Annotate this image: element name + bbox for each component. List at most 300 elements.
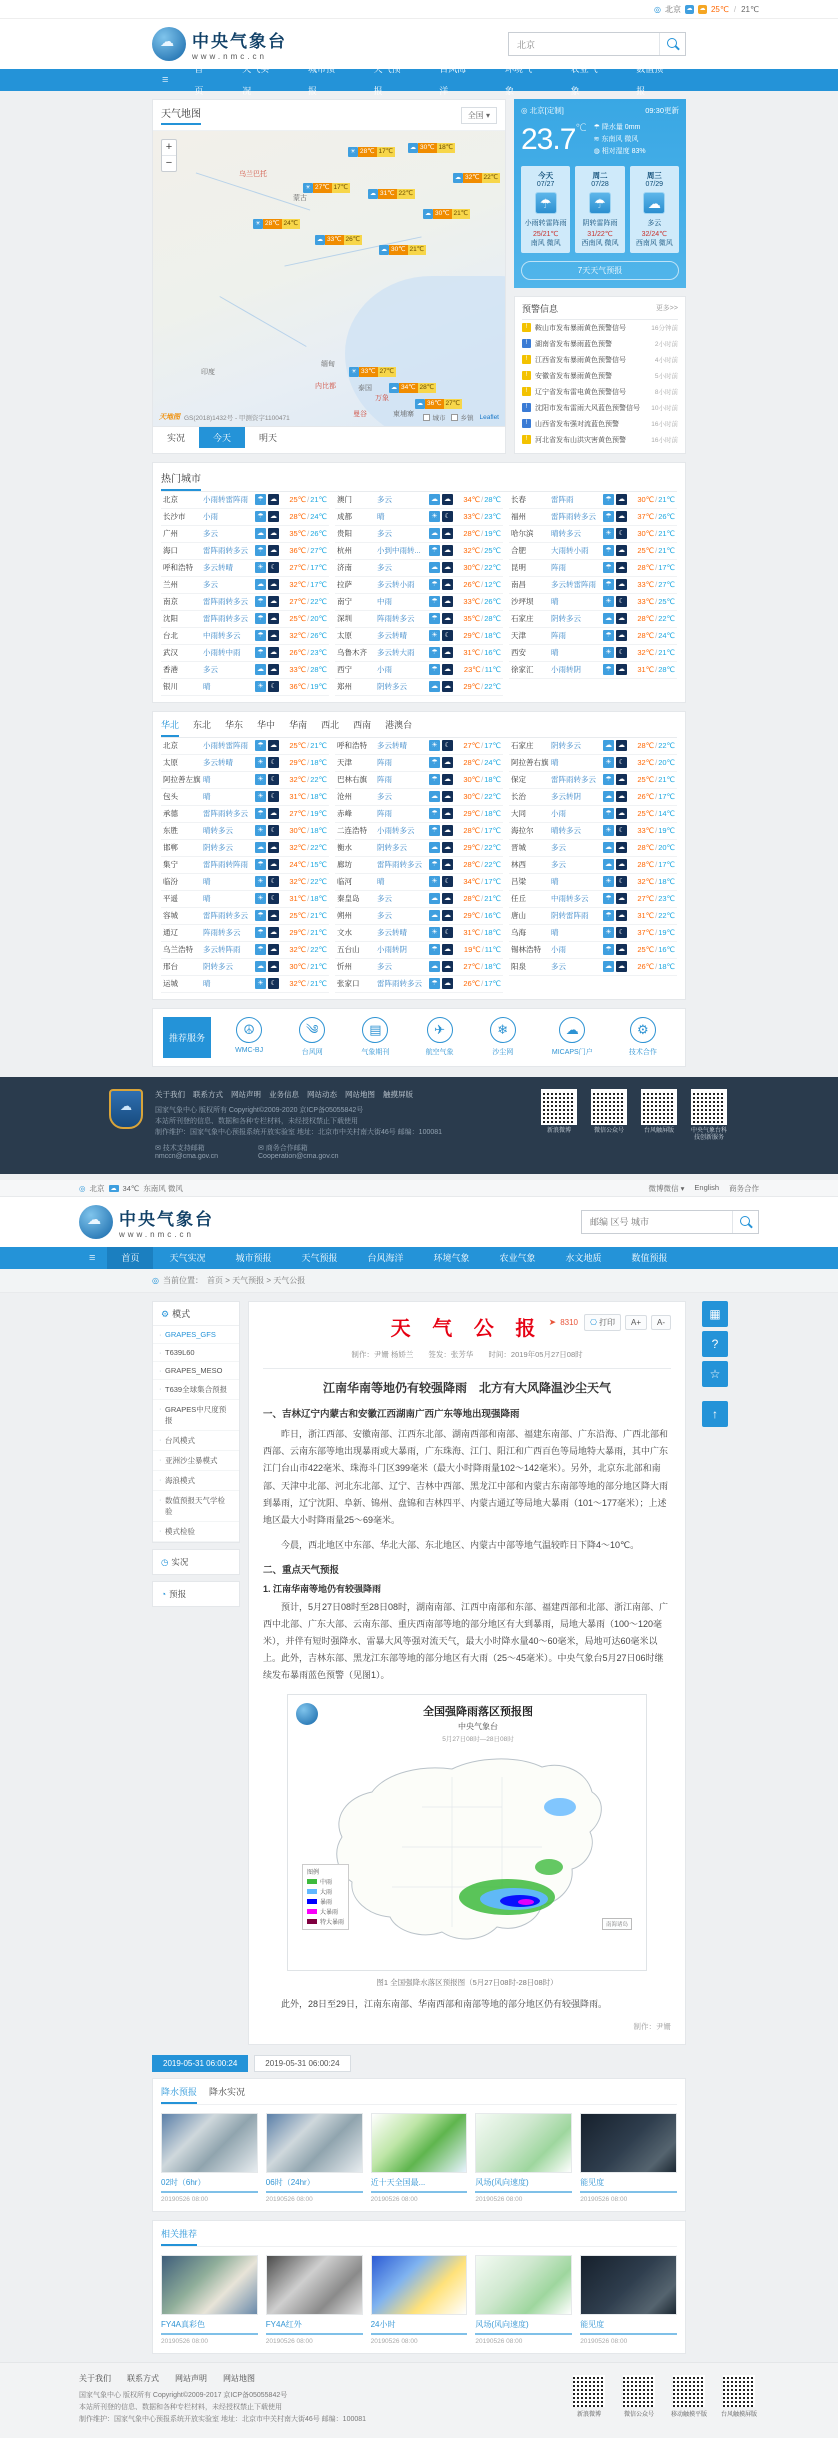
city-link[interactable]: 长沙市 [163,512,186,522]
date-tab[interactable]: 2019-05-31 06:00:24 [152,2055,248,2072]
city-link[interactable]: 临河 [337,877,352,887]
qrcode-icon[interactable]: ▦ [702,1301,728,1327]
weather-map[interactable] [153,130,505,426]
city-link[interactable]: 石家庄 [511,614,534,624]
breadcrumb-首页[interactable]: 首页 [206,1276,223,1286]
gallery-item[interactable] [475,2255,572,2345]
weather-link[interactable]: 晴转多云 [551,529,581,539]
region-tab-西北[interactable]: 西北 [321,719,340,730]
service-item-航空气象[interactable] [426,1017,454,1057]
service-item-沙尘网[interactable] [490,1017,516,1057]
weather-link[interactable]: 雷阵雨转多云 [203,809,248,819]
forecast-day-card[interactable] [521,166,570,253]
map-temp-chip[interactable]: ☁ 34℃ 28℃ [391,384,435,391]
alert-item[interactable] [522,336,678,352]
city-link[interactable]: 南京 [163,597,178,607]
city-link[interactable]: 沈阳 [163,614,178,624]
weather-link[interactable]: 晴 [203,894,211,904]
print-button[interactable]: ⎔ 打印 [584,1314,621,1331]
date-tab[interactable]: 2019-05-31 06:00:24 [254,2055,350,2072]
service-item-技术合作[interactable] [629,1017,657,1057]
footer-link-网站声明[interactable]: 网站声明 [175,2374,207,2384]
sidebar-item-forecast[interactable]: ◔ 预报 [152,1581,240,1607]
city-link[interactable]: 西安 [511,648,526,658]
weather-link[interactable]: 中雨转多云 [203,631,241,641]
map-temp-chip[interactable]: ☀ 27℃ 17℃ [303,183,350,193]
city-link[interactable]: 吕梁 [511,877,526,887]
gallery-item[interactable] [161,2255,258,2345]
city-link[interactable]: 海拉尔 [511,826,534,836]
weather-link[interactable]: 多云 [377,894,392,904]
sidebar-item-T639L60[interactable]: · T639L60 [153,1344,239,1362]
topbar2-city[interactable]: 北京 [89,1183,105,1193]
map-temp-chip[interactable]: ☀ 28℃ 24℃ [253,219,300,229]
map-tab-实况[interactable]: 实况 [167,433,186,443]
weather-link[interactable]: 晴 [551,648,559,658]
weather-link[interactable]: 小雨转多云 [377,826,415,836]
weather-link[interactable]: 晴转多云 [551,826,581,836]
alert-item[interactable] [522,352,678,368]
city-link[interactable]: 福州 [511,512,526,522]
city-link[interactable]: 沙坪坝 [511,597,534,607]
weather-link[interactable]: 晴 [551,597,559,607]
weather-link[interactable]: 晴 [551,758,559,768]
nav-item-城市预报[interactable]: 城市预报 [235,1253,272,1264]
city-link[interactable]: 容城 [163,911,178,921]
alert-text[interactable]: 沈阳市发布雷雨大风蓝色预警信号 [535,404,640,412]
weather-link[interactable]: 小雨转中雨 [203,648,241,658]
region-tab-华东[interactable]: 华东 [225,719,244,730]
weather-link[interactable]: 多云 [551,860,566,870]
search-input[interactable] [509,33,659,55]
weather-link[interactable]: 多云 [377,495,392,505]
city-link[interactable]: 乌兰浩特 [163,945,193,955]
nav-item-首页[interactable]: 首页 [194,64,204,96]
sidebar-item-模式检验[interactable]: · 模式检验 [153,1522,239,1542]
map-temp-chip[interactable]: ☀ 28℃ 17℃ [348,147,395,157]
gallery-thumbnail[interactable] [580,2113,677,2173]
city-link[interactable]: 锡林浩特 [511,945,541,955]
weather-link[interactable]: 多云转雷阵雨 [551,580,596,590]
city-link[interactable]: 银川 [163,682,178,692]
seven-day-forecast-button[interactable]: 7天天气预报 [521,261,679,280]
weather-link[interactable]: 大雨转小雨 [551,546,589,556]
breadcrumb-天气公报[interactable]: 天气公报 [273,1276,306,1286]
sidebar-item-T639全球集合预报[interactable]: · T639全球集合预报 [153,1380,239,1400]
weather-link[interactable]: 雷阵雨转多云 [203,614,248,624]
weather-link[interactable]: 阵雨 [551,563,566,573]
gallery-thumbnail[interactable] [266,2255,363,2315]
alert-text[interactable]: 江西省发布暴雨黄色预警信号 [535,356,626,364]
city-link[interactable]: 郑州 [337,682,352,692]
map-temp-chip[interactable]: ☁ 32℃ 22℃ [455,174,499,181]
weather-link[interactable]: 阴转多云 [377,843,407,853]
alert-item[interactable] [522,400,678,416]
zoom-out-button[interactable]: − [165,157,173,169]
city-link[interactable]: 台北 [163,631,178,641]
gallery-item-label[interactable]: FY4A真彩色 [161,2319,258,2335]
sidebar-item-海浪模式[interactable]: · 海浪模式 [153,1471,239,1491]
weather-link[interactable]: 多云 [377,962,392,972]
city-link[interactable]: 通辽 [163,928,178,938]
weather-link[interactable]: 多云转晴 [377,928,407,938]
sidebar-item-亚洲沙尘暴模式[interactable]: · 亚洲沙尘暴模式 [153,1451,239,1471]
city-link[interactable]: 北京 [163,495,178,505]
weather-link[interactable]: 小雨转阴 [551,665,581,675]
gallery-item-label[interactable]: 风场(风向速度) [475,2177,572,2193]
weather-link[interactable]: 晴 [551,877,559,887]
checkbox-icon[interactable] [451,414,458,421]
weather-link[interactable]: 晴 [551,928,559,938]
sidebar-item-GRAPES_MESO[interactable]: · GRAPES_MESO [153,1362,239,1380]
gallery-tab-降水实况[interactable]: 降水实况 [209,2087,246,2098]
weather-link[interactable]: 小雨转雷阵雨 [203,741,248,751]
alert-text[interactable]: 山西省发布强对流蓝色预警 [535,420,619,428]
service-item-MICAPS门户[interactable] [552,1017,593,1057]
menu-icon[interactable]: ≡ [162,74,169,86]
city-link[interactable]: 呼和浩特 [163,563,193,573]
weather-link[interactable]: 多云转大雨 [377,648,415,658]
weather-link[interactable]: 阴转多云 [551,741,581,751]
weather-link[interactable]: 小到中雨转... [377,546,421,556]
nav-item-天气实况[interactable]: 天气实况 [242,64,270,96]
city-link[interactable]: 平遥 [163,894,178,904]
weather-link[interactable]: 小雨转雷阵雨 [203,495,248,505]
city-link[interactable]: 广州 [163,529,178,539]
service-item-台风网[interactable] [299,1017,325,1057]
city-link[interactable]: 武汉 [163,648,178,658]
site-logo[interactable] [79,1205,214,1239]
nav-item-天气实况[interactable]: 天气实况 [169,1253,206,1264]
footer-link-网站地图[interactable]: 网站地图 [345,1089,375,1099]
gallery-item-label[interactable]: 风场(风向速度) [475,2319,572,2335]
weather-link[interactable]: 多云转阵雨 [203,945,241,955]
map-temp-chip[interactable]: ☁ 36℃ 27℃ [417,400,461,407]
city-link[interactable]: 衡水 [337,843,352,853]
footer-link-网站声明[interactable]: 网站声明 [231,1089,261,1099]
weather-link[interactable]: 中雨 [377,597,392,607]
city-link[interactable]: 晋城 [511,843,526,853]
site-logo[interactable] [152,27,287,61]
weather-link[interactable]: 阴转雷阵雨 [551,911,589,921]
gallery-thumbnail[interactable] [475,2113,572,2173]
city-link[interactable]: 忻州 [337,962,352,972]
city-link[interactable]: 太原 [337,631,352,641]
nav-item-城市预报[interactable]: 城市预报 [307,64,335,96]
weather-link[interactable]: 阵雨 [551,631,566,641]
alerts-more-link[interactable]: 更多>> [655,305,678,313]
city-link[interactable]: 阿拉善左旗 [163,775,201,785]
weather-link[interactable]: 阴转多云 [203,962,233,972]
gallery-thumbnail[interactable] [161,2255,258,2315]
breadcrumb-天气预报[interactable]: 天气预报 [232,1276,265,1286]
city-link[interactable]: 南昌 [511,580,526,590]
region-tab-港澳台[interactable]: 港澳台 [385,719,413,730]
city-link[interactable]: 廊坊 [337,860,352,870]
service-item-气象期刊[interactable] [361,1017,389,1057]
weather-link[interactable]: 雷阵雨转多云 [377,979,422,989]
map-temp-chip[interactable]: ☁ 33℃ 26℃ [317,236,361,243]
alert-text[interactable]: 河北省发布山洪灾害黄色预警 [535,436,626,444]
footer-link-联系方式[interactable]: 联系方式 [193,1089,223,1099]
city-link[interactable]: 邢台 [163,962,178,972]
weather-link[interactable]: 阴转多云 [377,682,407,692]
alert-item[interactable] [522,368,678,384]
city-link[interactable]: 天津 [511,631,526,641]
gallery-item[interactable] [475,2113,572,2203]
weather-link[interactable]: 阵雨 [377,809,392,819]
weather-link[interactable]: 小雨 [377,665,392,675]
map-temp-chip[interactable]: ☁ 31℃ 22℃ [370,190,414,197]
footer-link-网站动态[interactable]: 网站动态 [307,1089,337,1099]
sidebar-item-live[interactable]: ◷ 实况 [152,1549,240,1575]
nav-item-数值预报[interactable]: 数值预报 [631,1253,668,1264]
zoom-in-button[interactable]: + [162,140,176,156]
nav-item-台风海洋[interactable]: 台风海洋 [439,64,467,96]
nav-item-数值预报[interactable]: 数值预报 [636,64,664,96]
city-link[interactable]: 呼和浩特 [337,741,367,751]
city-link[interactable]: 保定 [511,775,526,785]
panel-location[interactable]: ◎ 北京[定制] [521,106,564,115]
city-link[interactable]: 西宁 [337,665,352,675]
nav-item-环境气象[interactable]: 环境气象 [504,64,532,96]
city-link[interactable]: 临汾 [163,877,178,887]
city-link[interactable]: 包头 [163,792,178,802]
city-link[interactable]: 杭州 [337,546,352,556]
checkbox-icon[interactable] [423,414,430,421]
weather-link[interactable]: 多云 [377,563,392,573]
map-temp-chip[interactable]: ☁ 30℃ 21℃ [381,246,425,253]
nav-item-天气预报[interactable]: 天气预报 [373,64,401,96]
weather-link[interactable]: 阴转多云 [551,614,581,624]
weather-link[interactable]: 多云 [203,580,218,590]
city-link[interactable]: 南宁 [337,597,352,607]
weather-link[interactable]: 小雨转阴 [377,945,407,955]
weather-link[interactable]: 阴转多云 [203,843,233,853]
footer-link-业务信息[interactable]: 业务信息 [269,1089,299,1099]
gallery-item[interactable] [371,2113,468,2203]
weather-link[interactable]: 多云 [203,665,218,675]
weather-link[interactable]: 多云 [377,529,392,539]
help-icon[interactable]: ? [702,1331,728,1357]
weather-link[interactable]: 多云 [551,962,566,972]
share-icon[interactable]: ➤ [548,1317,557,1328]
topbar-link-English[interactable]: English [694,1182,719,1192]
city-link[interactable]: 济南 [337,563,352,573]
city-link[interactable]: 巴林右旗 [337,775,367,785]
weather-link[interactable]: 晴转多云 [203,826,233,836]
nav-item-首页[interactable]: 首页 [107,1247,153,1269]
nav-item-农业气象[interactable]: 农业气象 [499,1253,536,1264]
city-link[interactable]: 张家口 [337,979,360,989]
weather-link[interactable]: 多云 [551,843,566,853]
layer-toggle-乡镇[interactable]: 乡镇 [451,413,473,422]
weather-link[interactable]: 雷阵雨转多云 [551,512,596,522]
topbar-city[interactable]: 北京 [664,4,681,14]
region-tab-西南[interactable]: 西南 [353,719,372,730]
footer-link-关于我们[interactable]: 关于我们 [79,2374,111,2384]
gallery-tab-降水预报[interactable]: 降水预报 [161,2085,197,2104]
city-link[interactable]: 集宁 [163,860,178,870]
alert-item[interactable] [522,384,678,400]
gallery-item-label[interactable]: FY4A红外 [266,2319,363,2335]
nav-item-农业气象[interactable]: 农业气象 [570,64,598,96]
city-link[interactable]: 东胜 [163,826,178,836]
layer-toggle-城市[interactable]: 城市 [423,413,445,422]
city-link[interactable]: 乌海 [511,928,526,938]
weather-link[interactable]: 晴 [203,775,211,785]
weather-link[interactable]: 小雨 [551,945,566,955]
city-link[interactable]: 林西 [511,860,526,870]
city-link[interactable]: 朔州 [337,911,352,921]
city-link[interactable]: 澳门 [337,495,352,505]
weather-link[interactable]: 阵雨 [377,775,392,785]
city-link[interactable]: 文水 [337,928,352,938]
city-link[interactable]: 贵阳 [337,529,352,539]
weather-link[interactable]: 雷阵雨 [551,495,574,505]
alert-item[interactable] [522,320,678,336]
city-link[interactable]: 沧州 [337,792,352,802]
gallery-thumbnail[interactable] [580,2255,677,2315]
city-link[interactable]: 赤峰 [337,809,352,819]
weather-link[interactable]: 雷阵雨转多云 [377,860,422,870]
nav-item-天气预报[interactable]: 天气预报 [301,1253,338,1264]
gallery-thumbnail[interactable] [161,2113,258,2173]
map-tab-明天[interactable]: 明天 [259,433,278,443]
weather-link[interactable]: 雷阵雨转多云 [551,775,596,785]
weather-link[interactable]: 雷阵雨转多云 [203,911,248,921]
weather-link[interactable]: 多云转小雨 [377,580,415,590]
favorite-icon[interactable]: ☆ [702,1361,728,1387]
city-link[interactable]: 昆明 [511,563,526,573]
city-link[interactable]: 大同 [511,809,526,819]
city-link[interactable]: 太原 [163,758,178,768]
weather-link[interactable]: 多云转晴 [377,631,407,641]
city-link[interactable]: 兰州 [163,580,178,590]
sidebar-item-数值预报天气学检验[interactable]: · 数值预报天气学检验 [153,1491,239,1522]
region-tab-华北[interactable]: 华北 [161,718,179,737]
forecast-day-card[interactable] [630,166,679,253]
alert-text[interactable]: 安徽省发布暴雨黄色预警 [535,372,612,380]
back-to-top-icon[interactable]: ↑ [702,1401,728,1427]
city-link[interactable]: 成都 [337,512,352,522]
region-tab-华中[interactable]: 华中 [257,719,276,730]
weather-link[interactable]: 多云转晴 [203,563,233,573]
gallery-item-label[interactable]: 06时（24hr） [266,2177,363,2193]
gallery-thumbnail[interactable] [266,2113,363,2173]
font-smaller-button[interactable]: A- [651,1315,671,1330]
footer-link-网站地图[interactable]: 网站地图 [223,2374,255,2384]
search-input[interactable] [582,1211,732,1233]
font-larger-button[interactable]: A+ [625,1315,647,1330]
city-link[interactable]: 阿拉善右旗 [511,758,549,768]
gallery-item[interactable] [580,2113,677,2203]
gallery-thumbnail[interactable] [371,2255,468,2315]
gallery-item-label[interactable]: 能见度 [580,2177,677,2193]
leaflet-credit[interactable]: Leaflet [479,414,499,421]
nav-item-台风海洋[interactable]: 台风海洋 [367,1253,404,1264]
city-link[interactable]: 天津 [337,758,352,768]
topbar-link-商务合作[interactable]: 商务合作 [729,1183,759,1193]
gallery-item-label[interactable]: 24小时 [371,2319,468,2335]
region-tab-东北[interactable]: 东北 [193,719,212,730]
search-icon[interactable] [732,1211,758,1233]
city-link[interactable]: 合肥 [511,546,526,556]
city-link[interactable]: 运城 [163,979,178,989]
service-item-WMC-BJ[interactable] [235,1017,263,1057]
weather-link[interactable]: 多云转晴 [203,758,233,768]
weather-link[interactable]: 晴 [203,979,211,989]
weather-link[interactable]: 晴 [203,792,211,802]
search-icon[interactable] [659,33,685,55]
city-link[interactable]: 邯郸 [163,843,178,853]
city-link[interactable]: 任丘 [511,894,526,904]
weather-link[interactable]: 雷阵雨转多云 [203,597,248,607]
region-select[interactable]: 全国 ▾ [461,107,497,124]
forecast-day-card[interactable] [575,166,624,253]
sidebar-item-GRAPES中尺度预报[interactable]: · GRAPES中尺度预报 [153,1400,239,1431]
sidebar-item-台风模式[interactable]: · 台风模式 [153,1431,239,1451]
map-temp-chip[interactable]: ☁ 30℃ 18℃ [410,144,454,151]
nav-item-水文地质[interactable]: 水文地质 [565,1253,602,1264]
city-link[interactable]: 深圳 [337,614,352,624]
city-link[interactable]: 海口 [163,546,178,556]
gallery-item[interactable] [580,2255,677,2345]
city-link[interactable]: 香港 [163,665,178,675]
city-link[interactable]: 长春 [511,495,526,505]
weather-link[interactable]: 多云转晴 [377,741,407,751]
weather-link[interactable]: 多云 [377,911,392,921]
city-link[interactable]: 五台山 [337,945,360,955]
weather-link[interactable]: 阵雨转多云 [203,928,241,938]
city-link[interactable]: 承德 [163,809,178,819]
city-link[interactable]: 阳泉 [511,962,526,972]
weather-link[interactable]: 晴 [203,682,211,692]
weather-link[interactable]: 阵雨转多云 [377,614,415,624]
city-link[interactable]: 二连浩特 [337,826,367,836]
gallery-thumbnail[interactable] [371,2113,468,2173]
topbar-link-微博微信 ▾[interactable]: 微博微信 ▾ [648,1183,685,1193]
gallery-item-label[interactable]: 能见度 [580,2319,677,2335]
menu-icon[interactable]: ≡ [89,1252,96,1265]
weather-link[interactable]: 晴 [377,877,385,887]
sidebar-item-GRAPES_GFS[interactable]: · GRAPES_GFS [153,1326,239,1344]
city-link[interactable]: 秦皇岛 [337,894,360,904]
gallery-item[interactable] [266,2113,363,2203]
weather-link[interactable]: 多云 [377,792,392,802]
footer-link-联系方式[interactable]: 联系方式 [127,2374,159,2384]
alert-item[interactable] [522,416,678,432]
alert-text[interactable]: 辽宁省发布雷电黄色预警信号 [535,388,626,396]
weather-link[interactable]: 多云 [203,529,218,539]
city-link[interactable]: 徐家汇 [511,665,534,675]
gallery-item[interactable] [161,2113,258,2203]
gallery-item[interactable] [371,2255,468,2345]
region-tab-华南[interactable]: 华南 [289,719,308,730]
weather-link[interactable]: 小雨 [203,512,218,522]
nav-item-环境气象[interactable]: 环境气象 [433,1253,470,1264]
gallery-item-label[interactable]: 02时（6hr） [161,2177,258,2193]
gallery-item-label[interactable]: 近十天全国最... [371,2177,468,2193]
weather-link[interactable]: 雷阵雨转多云 [203,546,248,556]
weather-link[interactable]: 晴 [377,512,385,522]
city-link[interactable]: 乌鲁木齐 [337,648,367,658]
weather-link[interactable]: 中雨转多云 [551,894,589,904]
footer-link-触摸屏版[interactable]: 触摸屏版 [383,1089,413,1099]
alert-item[interactable] [522,432,678,448]
city-link[interactable]: 北京 [163,741,178,751]
footer-link-关于我们[interactable]: 关于我们 [155,1089,185,1099]
